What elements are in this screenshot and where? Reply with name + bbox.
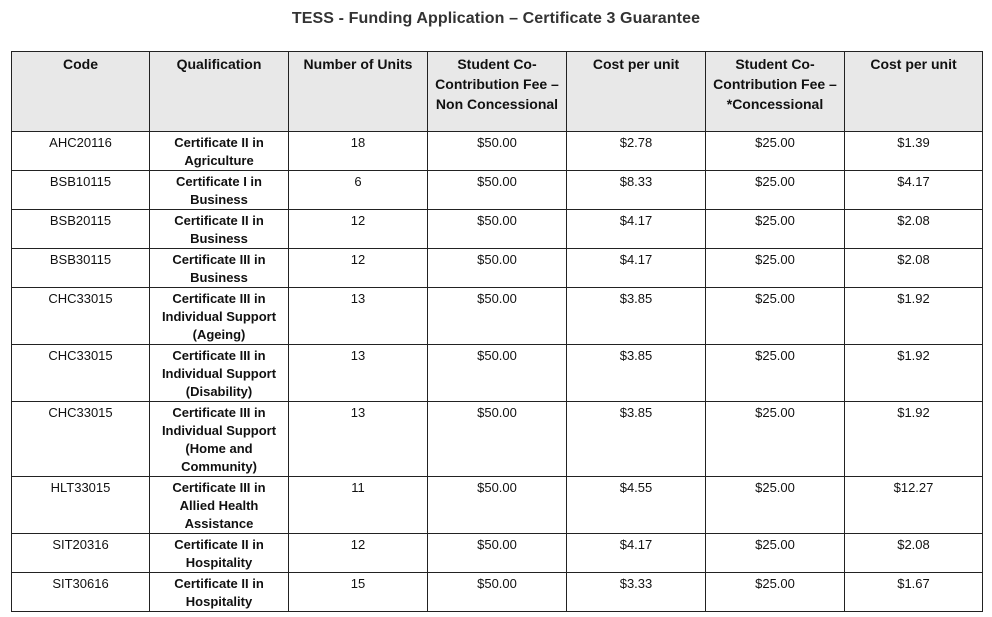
units-cell: 11 (289, 477, 428, 534)
units-cell: 12 (289, 249, 428, 288)
table-row (12, 534, 983, 573)
fee-non-concessional-cell: $50.00 (428, 132, 567, 171)
cost-concessional-cell: $1.39 (845, 132, 983, 171)
cost-non-concessional-cell: $4.55 (567, 477, 706, 534)
cost-concessional-cell: $2.08 (845, 534, 983, 573)
code-cell: CHC33015 (12, 402, 150, 477)
fee-concessional-cell: $25.00 (706, 534, 845, 573)
cost-concessional-cell: $12.27 (845, 477, 983, 534)
fee-non-concessional-cell: $50.00 (428, 477, 567, 534)
fee-concessional-cell: $25.00 (706, 132, 845, 171)
column-header-cost-per-unit-non-concessional: Cost per unit (567, 52, 706, 132)
column-header-cost-per-unit-concessional: Cost per unit (845, 52, 983, 132)
cost-concessional-cell: $1.92 (845, 402, 983, 477)
column-header-fee-non-concessional: Student Co-Contribution Fee – Non Concessional (428, 52, 567, 132)
cost-non-concessional-cell: $3.85 (567, 288, 706, 345)
qualification-cell: Certificate III in Individual Support (Home and Community) (150, 402, 289, 477)
column-header-fee-concessional: Student Co-Contribution Fee – *Concessional (706, 52, 845, 132)
column-header-code: Code (12, 52, 150, 132)
cost-concessional-cell: $4.17 (845, 171, 983, 210)
code-cell: BSB20115 (12, 210, 150, 249)
qualification-cell: Certificate I in Business (150, 171, 289, 210)
units-cell: 13 (289, 402, 428, 477)
fee-concessional-cell: $25.00 (706, 477, 845, 534)
page-title: TESS - Funding Application – Certificate 3 Guarantee (291, 10, 701, 27)
table-row (12, 477, 983, 534)
cost-non-concessional-cell: $3.33 (567, 573, 706, 612)
code-cell: SIT30616 (12, 573, 150, 612)
qualification-cell: Certificate III in Allied Health Assistance (150, 477, 289, 534)
fee-concessional-cell: $25.00 (706, 288, 845, 345)
code-cell: CHC33015 (12, 288, 150, 345)
fee-concessional-cell: $25.00 (706, 171, 845, 210)
qualification-cell: Certificate III in Individual Support (Disability) (150, 345, 289, 402)
units-cell: 12 (289, 210, 428, 249)
units-cell: 13 (289, 345, 428, 402)
code-cell: HLT33015 (12, 477, 150, 534)
cost-non-concessional-cell: $4.17 (567, 210, 706, 249)
code-cell: BSB10115 (12, 171, 150, 210)
table-row (12, 210, 983, 249)
cost-non-concessional-cell: $3.85 (567, 345, 706, 402)
fee-non-concessional-cell: $50.00 (428, 402, 567, 477)
table-row (12, 345, 983, 402)
fee-non-concessional-cell: $50.00 (428, 249, 567, 288)
cost-non-concessional-cell: $4.17 (567, 249, 706, 288)
cost-concessional-cell: $2.08 (845, 249, 983, 288)
table-row (12, 132, 983, 171)
code-cell: CHC33015 (12, 345, 150, 402)
fee-concessional-cell: $25.00 (706, 249, 845, 288)
table-row (12, 402, 983, 477)
fee-non-concessional-cell: $50.00 (428, 534, 567, 573)
fee-concessional-cell: $25.00 (706, 210, 845, 249)
qualification-cell: Certificate III in Individual Support (Ageing) (150, 288, 289, 345)
cost-concessional-cell: $2.08 (845, 210, 983, 249)
table-row (12, 171, 983, 210)
fee-non-concessional-cell: $50.00 (428, 288, 567, 345)
table-header-row (12, 52, 983, 132)
fee-concessional-cell: $25.00 (706, 345, 845, 402)
column-header-number-of-units: Number of Units (289, 52, 428, 132)
fee-non-concessional-cell: $50.00 (428, 210, 567, 249)
column-header-qualification: Qualification (150, 52, 289, 132)
fee-non-concessional-cell: $50.00 (428, 345, 567, 402)
units-cell: 6 (289, 171, 428, 210)
cost-non-concessional-cell: $4.17 (567, 534, 706, 573)
qualification-cell: Certificate II in Agriculture (150, 132, 289, 171)
fee-non-concessional-cell: $50.00 (428, 573, 567, 612)
fee-concessional-cell: $25.00 (706, 402, 845, 477)
cost-concessional-cell: $1.92 (845, 345, 983, 402)
fee-non-concessional-cell: $50.00 (428, 171, 567, 210)
qualification-cell: Certificate II in Business (150, 210, 289, 249)
cost-non-concessional-cell: $3.85 (567, 402, 706, 477)
qualification-cell: Certificate III in Business (150, 249, 289, 288)
units-cell: 15 (289, 573, 428, 612)
code-cell: AHC20116 (12, 132, 150, 171)
units-cell: 18 (289, 132, 428, 171)
units-cell: 12 (289, 534, 428, 573)
code-cell: SIT20316 (12, 534, 150, 573)
funding-table (11, 51, 983, 612)
qualification-cell: Certificate II in Hospitality (150, 534, 289, 573)
cost-concessional-cell: $1.92 (845, 288, 983, 345)
table-row (12, 288, 983, 345)
table-row (12, 573, 983, 612)
code-cell: BSB30115 (12, 249, 150, 288)
cost-non-concessional-cell: $8.33 (567, 171, 706, 210)
table-row (12, 249, 983, 288)
qualification-cell: Certificate II in Hospitality (150, 573, 289, 612)
cost-concessional-cell: $1.67 (845, 573, 983, 612)
units-cell: 13 (289, 288, 428, 345)
cost-non-concessional-cell: $2.78 (567, 132, 706, 171)
fee-concessional-cell: $25.00 (706, 573, 845, 612)
